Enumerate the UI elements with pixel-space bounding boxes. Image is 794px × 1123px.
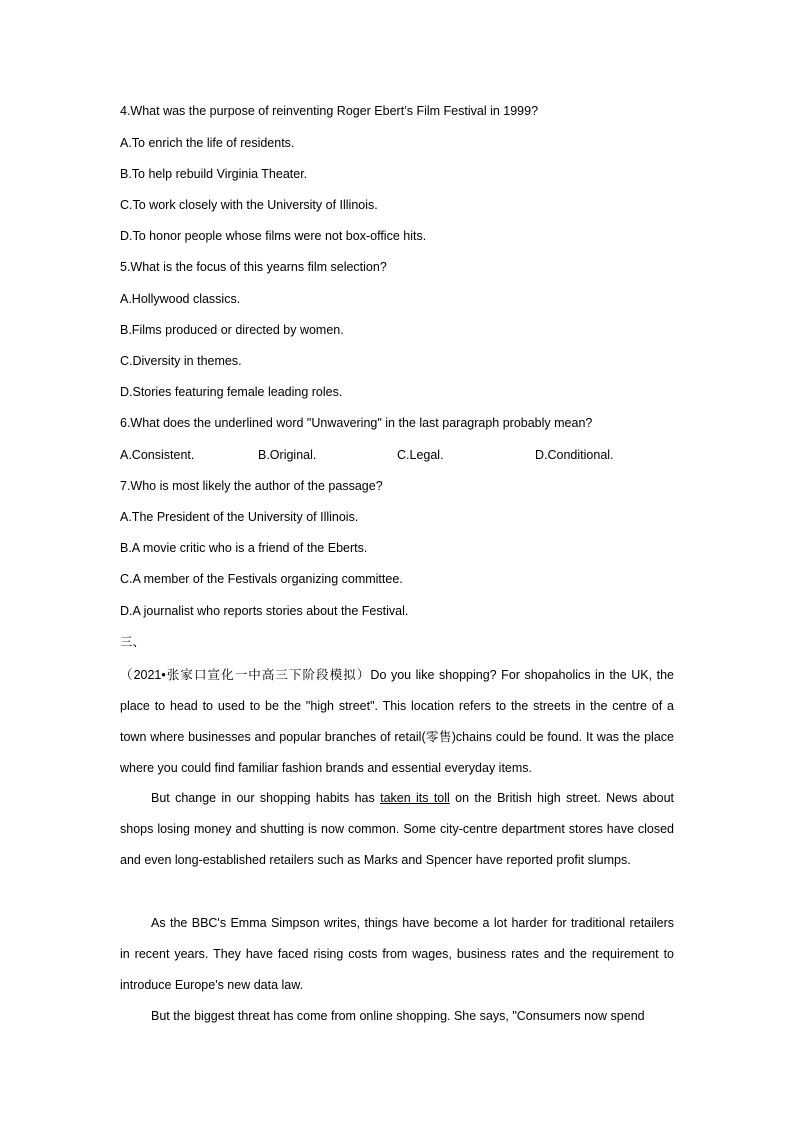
passage-paragraph-3: As the BBC's Emma Simpson writes, things have become a lot harder for traditional retailers in recent years. They have faced rising costs from wages, business rates and the requirement to introduce Europe's new data law. <box>120 916 674 992</box>
question-5-option-d: D.Stories featuring female leading roles. <box>120 385 343 399</box>
question-7-option-b: B.A movie critic who is a friend of the Eberts. <box>120 541 368 555</box>
question-6-options <box>120 447 674 463</box>
question-4-option-d: D.To honor people whose films were not box-office hits. <box>120 229 427 243</box>
question-7-option-d: D.A journalist who reports stories about the Festival. <box>120 604 409 618</box>
passage-paragraph-2 <box>120 783 674 876</box>
passage-paragraph-1: （2021•张家口宣化一中高三下阶段模拟）Do you like shopping? For shopaholics in the UK, the place to head to used to be the "high street". This location refers to the streets in the centre of a town where businesses and popular branches of retail(零售)chains could be found. It was the place where you could find familiar fashion brands and essential everyday items. <box>120 668 674 775</box>
question-5-option-b: B.Films produced or directed by women. <box>120 323 344 337</box>
question-5-option-c: C.Diversity in themes. <box>120 354 242 368</box>
question-5-stem: 5.What is the focus of this yearns film selection? <box>120 260 387 274</box>
question-6-option-c: C.Legal. <box>397 448 444 462</box>
question-4-stem: 4.What was the purpose of reinventing Roger Ebert’s Film Festival in 1999? <box>120 104 539 118</box>
question-4-option-b: B.To help rebuild Virginia Theater. <box>120 167 308 181</box>
section-heading: 三、 <box>120 635 146 649</box>
question-6-option-b: B.Original. <box>258 448 317 462</box>
question-6-option-d: D.Conditional. <box>535 448 614 462</box>
passage-paragraph-4: But the biggest threat has come from online shopping. She says, "Consumers now spend <box>151 1009 645 1023</box>
passage-paragraph-2-text-end: on the British high street. News about shops losing money and shutting is now common. Some city-centre department stores have closed and even long-established retailers such as Marks and Spencer have reported profit slumps. <box>120 791 674 867</box>
passage-paragraph-2-text-start: But change in our shopping habits has <box>151 791 381 805</box>
question-5-option-a: A.Hollywood classics. <box>120 292 241 306</box>
underlined-phrase: taken its toll <box>380 791 450 805</box>
question-7-stem: 7.Who is most likely the author of the passage? <box>120 479 383 493</box>
question-4-option-c: C.To work closely with the University of Illinois. <box>120 198 378 212</box>
question-4-option-a: A.To enrich the life of residents. <box>120 136 295 150</box>
question-7-option-a: A.The President of the University of Illinois. <box>120 510 359 524</box>
question-6-option-a: A.Consistent. <box>120 448 195 462</box>
question-7-option-c: C.A member of the Festivals organizing committee. <box>120 572 403 586</box>
question-6-stem: 6.What does the underlined word "Unwavering" in the last paragraph probably mean? <box>120 416 593 430</box>
